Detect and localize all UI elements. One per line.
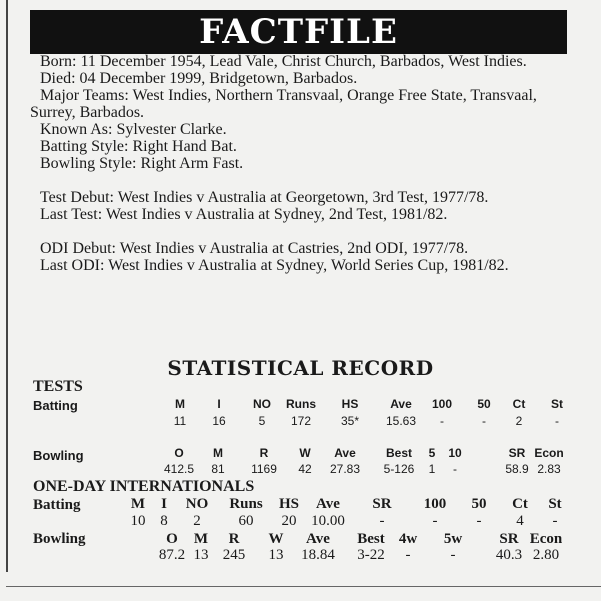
odi-batting-value-3: 60: [238, 513, 254, 529]
tests-heading: TESTS: [33, 378, 83, 395]
odi-batting-value-5: 10.00: [311, 513, 345, 529]
odi-bowling-header-4: Ave: [306, 531, 330, 547]
tests-batting-value-3: 172: [290, 414, 312, 428]
odi-bowling-label: Bowling: [33, 531, 86, 547]
odi-batting-header-0: M: [130, 496, 146, 512]
tests-batting-header-0: M: [175, 397, 185, 411]
tests-batting-value-0: 11: [173, 414, 187, 428]
odi-bowling-header-1: M: [193, 531, 209, 547]
tests-bowling-value-7: -: [453, 462, 457, 476]
odi-batting-header-6: SR: [372, 496, 392, 512]
odi-batting-header-4: HS: [278, 496, 299, 512]
odi-bowling-value-7: -: [450, 547, 456, 563]
bottom-border-rule: [6, 586, 601, 587]
odi-batting-value-4: 20: [281, 513, 297, 529]
tests-bowling-value-2: 1169: [251, 462, 277, 476]
odi-batting-header-10: St: [548, 496, 562, 512]
odi-batting-value-8: -: [476, 513, 482, 529]
odi-bowling-value-3: 13: [268, 547, 284, 563]
odi-batting-value-6: -: [379, 513, 385, 529]
tests-bowling-header-0: O: [174, 446, 184, 460]
odi-batting-header-8: 50: [471, 496, 487, 512]
odi-bowling-header-5: Best: [357, 531, 385, 547]
tests-bowling-label: Bowling: [33, 448, 84, 463]
last-test-text: Last Test: West Indies v Australia at Sydney, 2nd Test, 1981/82.: [40, 206, 448, 223]
tests-batting-header-2: NO: [253, 397, 271, 411]
odi-bowling-value-9: 2.80: [532, 547, 560, 563]
odi-batting-value-9: 4: [516, 513, 524, 529]
test-debut-text: Test Debut: West Indies v Australia at Georgetown, 3rd Test, 1977/78.: [40, 189, 489, 206]
odi-batting-label: Batting: [33, 497, 81, 513]
tests-batting-header-8: Ct: [512, 397, 526, 411]
odi-batting-header-7: 100: [423, 496, 447, 512]
odi-batting-header-5: Ave: [316, 496, 340, 512]
odi-bowling-value-0: 87.2: [158, 547, 186, 563]
left-border-rule: [6, 0, 8, 572]
tests-batting-value-6: -: [440, 414, 444, 428]
odi-bowling-header-9: Econ: [529, 531, 563, 547]
tests-batting-label: Batting: [33, 398, 78, 413]
odi-bowling-header-3: W: [268, 531, 284, 547]
odi-batting-header-3: Runs: [229, 496, 263, 512]
odi-bowling-header-0: O: [166, 531, 178, 547]
tests-bowling-header-7: 10: [448, 446, 462, 460]
tests-batting-header-5: Ave: [390, 397, 412, 411]
tests-bowling-value-1: 81: [211, 462, 225, 476]
tests-bowling-value-0: 412.5: [163, 462, 195, 476]
tests-bowling-header-8: SR: [508, 446, 526, 460]
odi-bowling-value-5: 3-22: [357, 547, 385, 563]
last-odi-text: Last ODI: West Indies v Australia at Sydney, World Series Cup, 1981/82.: [40, 257, 509, 274]
odi-bowling-value-4: 18.84: [301, 547, 335, 563]
odi-batting-value-1: 8: [160, 513, 168, 529]
tests-batting-header-9: St: [551, 397, 563, 411]
odi-bowling-value-2: 245: [222, 547, 246, 563]
odi-batting-value-0: 10: [130, 513, 146, 529]
odi-batting-value-7: -: [432, 513, 438, 529]
tests-bowling-value-3: 42: [298, 462, 312, 476]
tests-bowling-header-1: M: [213, 446, 223, 460]
odi-heading: ONE-DAY INTERNATIONALS: [33, 478, 255, 495]
odi-debut-text: ODI Debut: West Indies v Australia at Castries, 2nd ODI, 1977/78.: [40, 240, 469, 257]
died-text: Died: 04 December 1999, Bridgetown, Barbados.: [40, 70, 358, 87]
tests-bowling-value-4: 27.83: [329, 462, 361, 476]
tests-bowling-value-8: 58.9: [505, 462, 529, 476]
tests-batting-value-4: 35*: [340, 414, 360, 428]
tests-bowling-header-4: Ave: [334, 446, 356, 460]
tests-bowling-header-5: Best: [385, 446, 412, 460]
odi-bowling-value-1: 13: [193, 547, 209, 563]
batting-style-text: Batting Style: Right Hand Bat.: [40, 138, 237, 155]
biography-section: [30, 53, 570, 274]
tests-batting-value-1: 16: [212, 414, 226, 428]
odi-batting-header-9: Ct: [512, 496, 528, 512]
tests-batting-value-9: -: [555, 414, 559, 428]
factfile-title: FACTFILE: [199, 12, 398, 52]
factfile-header: [30, 10, 567, 54]
tests-bowling-header-2: R: [259, 446, 269, 460]
odi-batting-value-2: 2: [193, 513, 201, 529]
tests-bowling-header-6: 5: [428, 446, 436, 460]
tests-batting-header-3: Runs: [286, 397, 316, 411]
tests-batting-header-1: I: [217, 397, 221, 411]
tests-batting-value-8: 2: [515, 414, 523, 428]
born-text: Born: 11 December 1954, Lead Vale, Christ Church, Barbados, West Indies.: [40, 53, 527, 70]
tests-batting-value-2: 5: [258, 414, 266, 428]
odi-batting-value-10: -: [552, 513, 558, 529]
tests-batting-header-7: 50: [477, 397, 491, 411]
tests-bowling-header-3: W: [299, 446, 311, 460]
odi-bowling-header-8: SR: [499, 531, 519, 547]
bowling-style-text: Bowling Style: Right Arm Fast.: [40, 155, 244, 172]
statistical-record-title: STATISTICAL RECORD: [167, 356, 434, 380]
tests-bowling-value-5: 5-126: [383, 462, 415, 476]
odi-bowling-header-2: R: [228, 531, 240, 547]
odi-batting-header-2: NO: [185, 496, 209, 512]
tests-batting-value-5: 15.63: [385, 414, 417, 428]
odi-bowling-value-6: -: [405, 547, 411, 563]
known-as-text: Known As: Sylvester Clarke.: [40, 121, 227, 138]
tests-bowling-value-9: 2.83: [537, 462, 561, 476]
odi-bowling-value-8: 40.3: [495, 547, 523, 563]
odi-bowling-header-6: 4w: [398, 531, 418, 547]
tests-bowling-value-6: 1: [428, 462, 436, 476]
odi-bowling-header-7: 5w: [443, 531, 463, 547]
tests-batting-header-4: HS: [341, 397, 359, 411]
tests-batting-header-6: 100: [431, 397, 453, 411]
major-teams-text: Major Teams: West Indies, Northern Transvaal, Orange Free State, Transvaal, Surrey, Barbados.: [30, 87, 537, 121]
odi-batting-header-1: I: [161, 496, 167, 512]
tests-bowling-header-9: Econ: [534, 446, 564, 460]
tests-batting-value-7: -: [482, 414, 486, 428]
